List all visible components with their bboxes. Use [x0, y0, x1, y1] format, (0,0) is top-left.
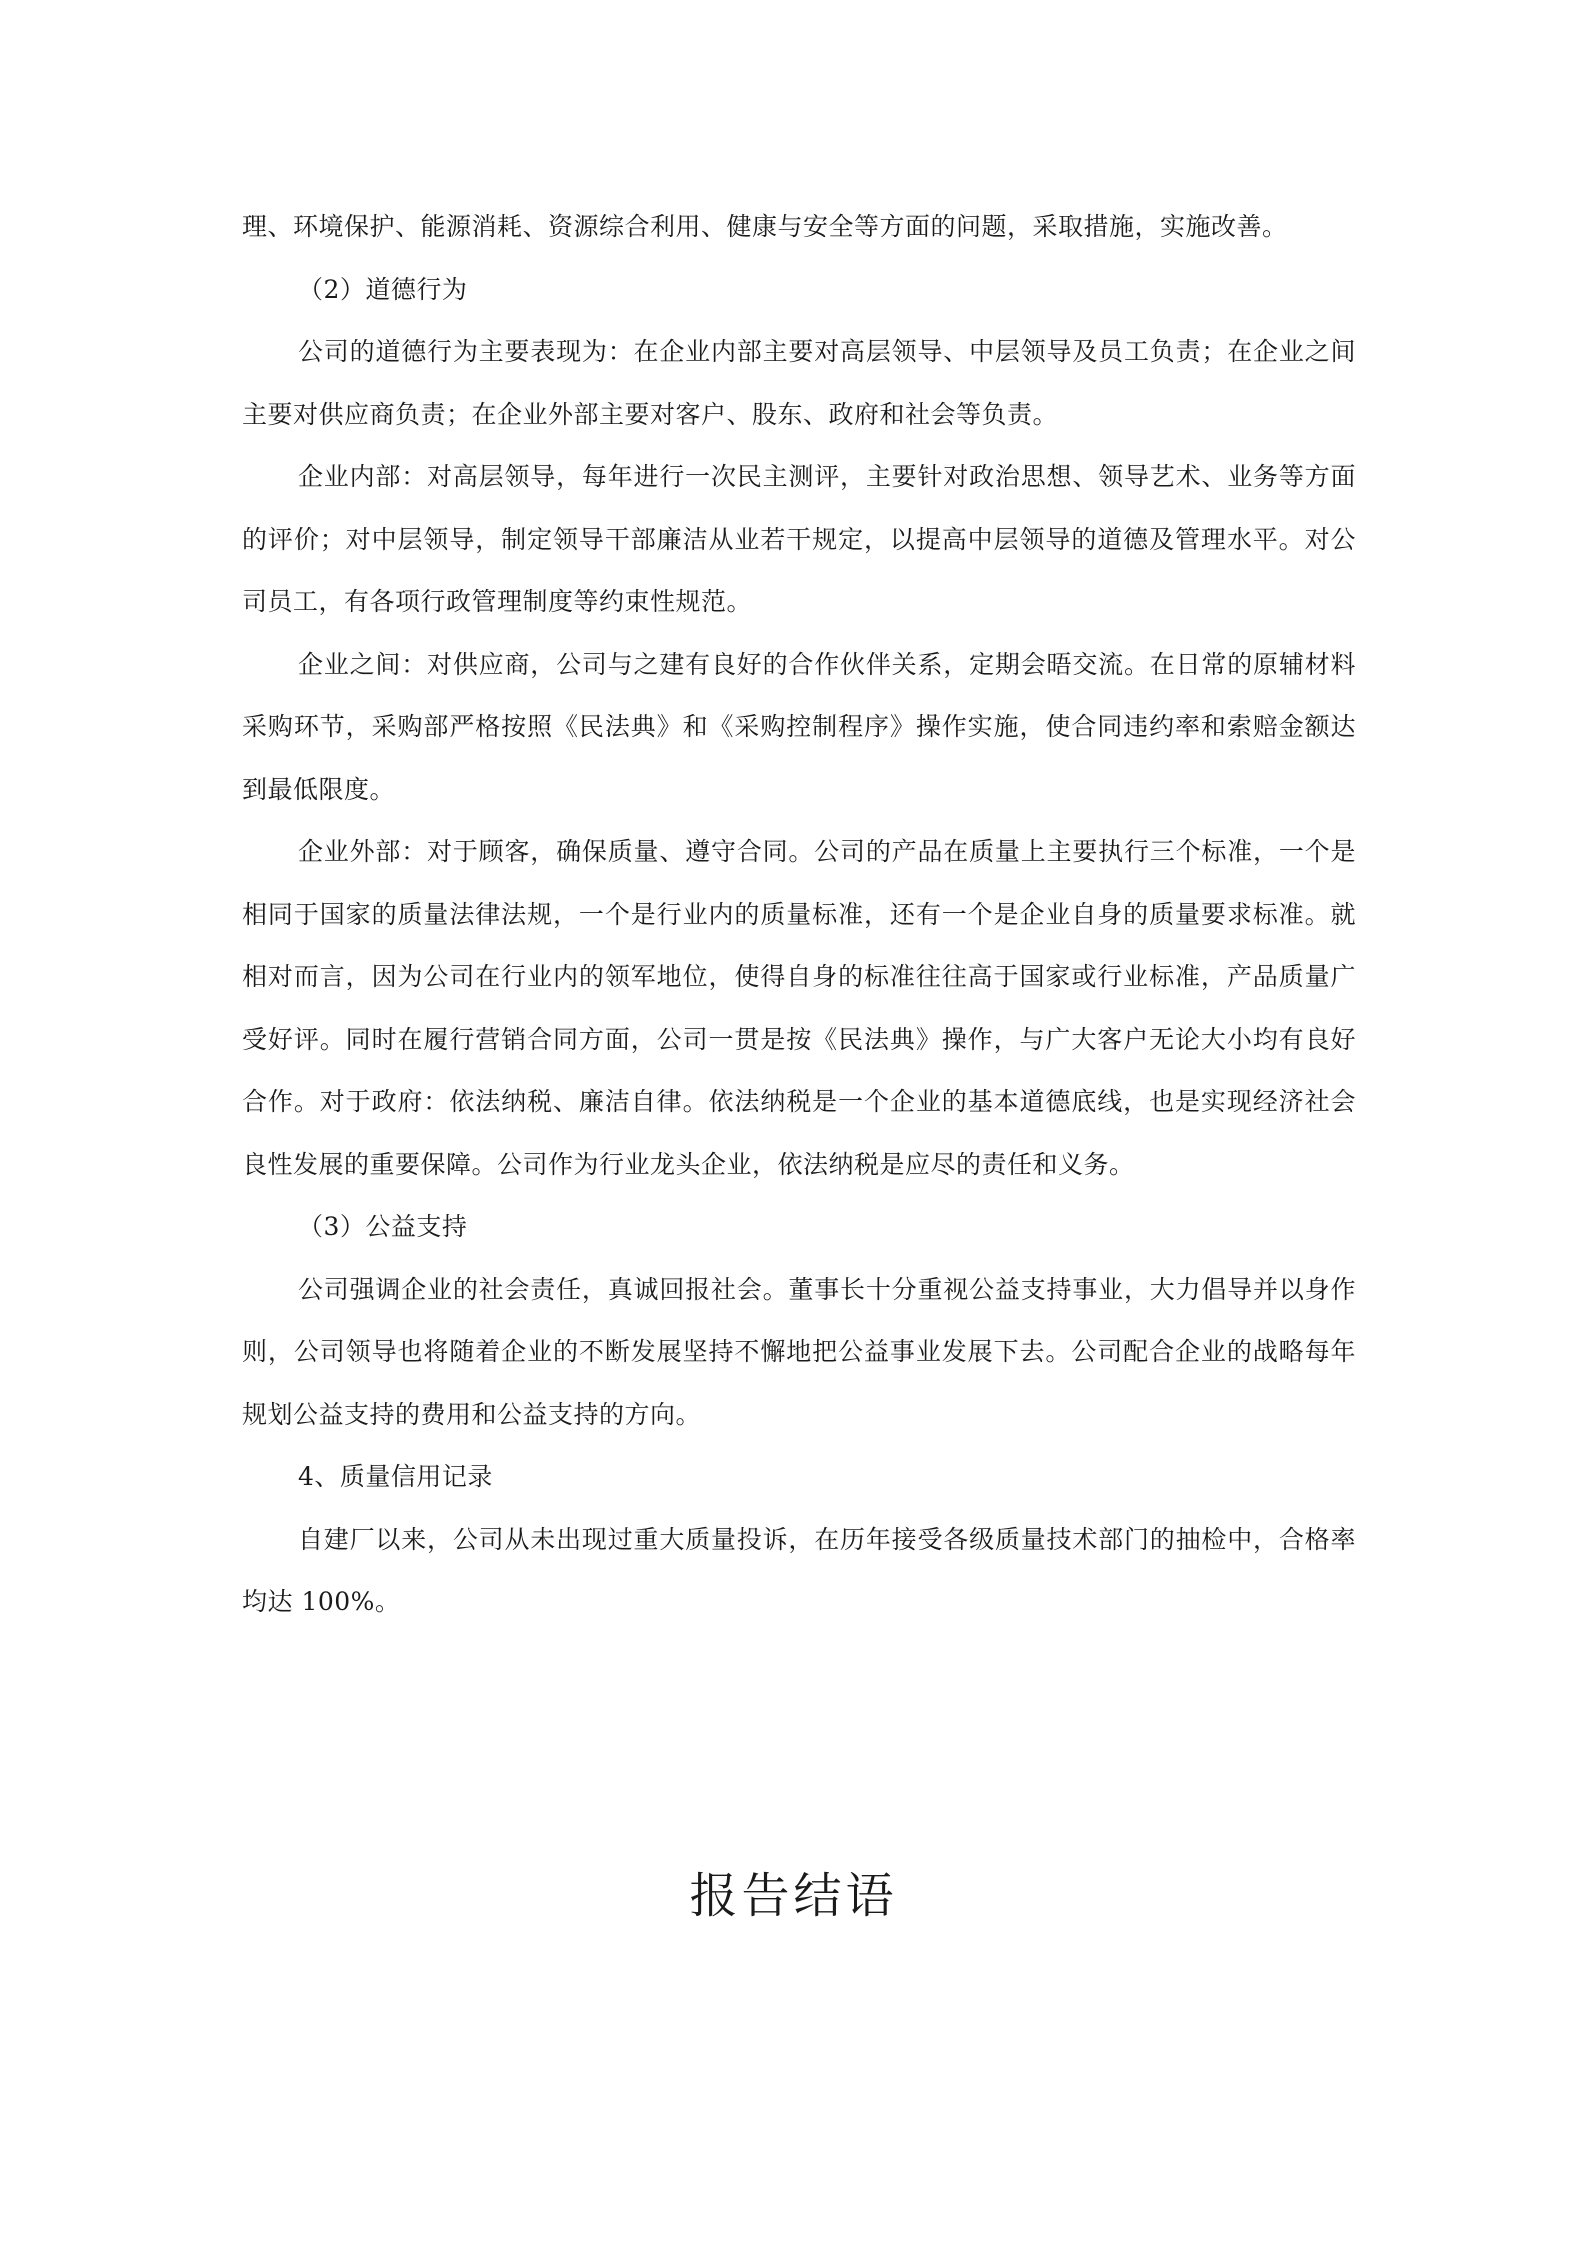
paragraph-continuation: 理、环境保护、能源消耗、资源综合利用、健康与安全等方面的问题，采取措施，实施改善。 [242, 212, 1288, 241]
subheading-public-welfare: （3）公益支持 [298, 1212, 468, 1241]
paragraph-quality-credit: 自建厂以来，公司从未出现过重大质量投诉，在历年接受各级质量技术部门的抽检中，合格率均达 100%。 [242, 1524, 1356, 1616]
paragraph-ethics-overview: 公司的道德行为主要表现为：在企业内部主要对高层领导、中层领导及员工负责；在企业之间主要对供应商负责；在企业外部主要对客户、股东、政府和社会等负责。 [242, 337, 1356, 429]
paragraph-public-welfare: 公司强调企业的社会责任，真诚回报社会。董事长十分重视公益支持事业，大力倡导并以身作则，公司领导也将随着企业的不断发展坚持不懈地把公益事业发展下去。公司配合企业的战略每年规划公益支持的费用和公益支持的方向。 [242, 1274, 1356, 1429]
paragraph-external: 企业外部：对于顾客，确保质量、遵守合同。公司的产品在质量上主要执行三个标准，一个是相同于国家的质量法律法规，一个是行业内的质量标准，还有一个是企业自身的质量要求标准。就相对而言，因为公司在行业内的领军地位，使得自身的标准往往高于国家或行业标准，产品质量广受好评。同时在履行营销合同方面，公司一贯是按《民法典》操作，与广大客户无论大小均有良好合作。对于政府：依法纳税、廉洁自律。依法纳税是一个企业的基本道德底线，也是实现经济社会良性发展的重要保障。公司作为行业龙头企业，依法纳税是应尽的责任和义务。 [242, 837, 1356, 1179]
subheading-quality-credit: 4、质量信用记录 [298, 1462, 493, 1491]
paragraph-internal: 企业内部：对高层领导，每年进行一次民主测评，主要针对政治思想、领导艺术、业务等方面的评价；对中层领导，制定领导干部廉洁从业若干规定，以提高中层领导的道德及管理水平。对公司员工，有各项行政管理制度等约束性规范。 [242, 462, 1356, 616]
subheading-ethical-behavior: （2）道德行为 [298, 274, 468, 304]
paragraph-between-enterprises: 企业之间：对供应商，公司与之建有良好的合作伙伴关系，定期会晤交流。在日常的原辅材料采购环节，采购部严格按照《民法典》和《采购控制程序》操作实施，使合同违约率和索赔金额达到最低限度。 [242, 649, 1356, 804]
section-title-conclusion: 报告结语 [689, 1868, 898, 1924]
document-body [242, 196, 1356, 1634]
